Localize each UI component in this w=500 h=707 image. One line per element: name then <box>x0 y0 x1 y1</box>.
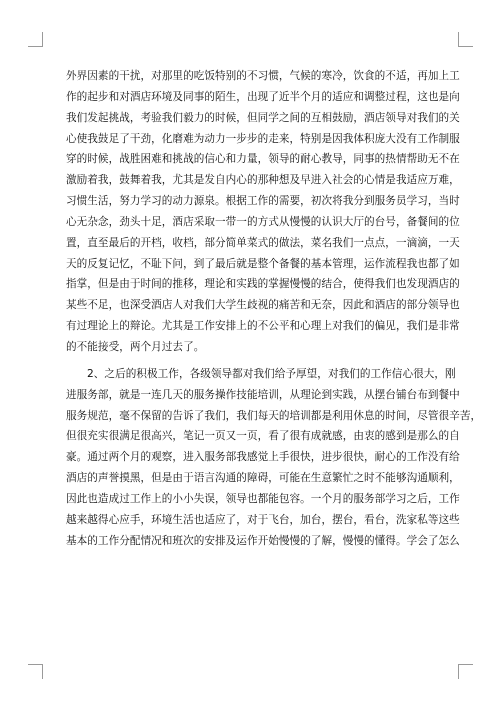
text-line: 置，直至最后的开档，收档，部分简单菜式的做法，菜名我们一点点，一滴滴，一天 <box>66 236 460 249</box>
text-line: 越来越得心应手，环境生活也适应了，对于飞台，加台，摆台，看台，洗家私等这些 <box>66 513 460 526</box>
text-line: 作的起步和对酒店环境及同事的陌生，出现了近半个月的适应和调整过程，这也是向 <box>66 90 460 103</box>
text-line: 因此也造成过工作上的小小失误，领导也都能包容。一个月的服务部学习之后，工作 <box>66 492 460 505</box>
text-line: 习惯生活，努力学习的动力源泉。根据工作的需要，初次将我分到服务员学习，当时 <box>66 195 460 208</box>
text-line: 酒店的声誉摸黑，但是由于语言沟通的障碍，可能在生意繁忙之时不能够沟通顺利， <box>66 472 460 485</box>
text-line: 穿的时候，战胜困难和挑战的信心和力量，领导的耐心教导，同事的热情帮助无不在 <box>66 153 460 166</box>
text-line: 豪。通过两个月的观察，进入服务部我感觉上手很快，进步很快，耐心的工作没有给 <box>66 451 460 464</box>
text-line: 2、之后的积极工作，各级领导都对我们给予厚望，对我们的工作信心很大，刚 <box>87 367 456 380</box>
text-line: 但很充实很满足很高兴，笔记一页又一页，看了很有成就感，由衷的感到是那么的自 <box>66 430 460 443</box>
paragraph-1 <box>66 66 460 358</box>
text-line: 进服务部，就是一连几天的服务操作技能培训，从理论到实践，从摆台铺台布到餐中 <box>66 388 460 401</box>
text-line: 基本的工作分配情况和班次的安排及运作开始慢慢的了解，慢慢的懂得。学会了怎么 <box>66 534 460 547</box>
text-line: 天的反复记忆，不耻下问，到了最后就是整个备餐的基本管理，运作流程我也都了如 <box>66 257 460 270</box>
text-line: 某些不足，也深受酒店人对我们大学生歧视的痛苦和无奈，因此和酒店的部分领导也 <box>66 299 460 312</box>
document-body <box>66 66 482 551</box>
text-line: 我们发起挑战，考验我们毅力的时候，但同学之间的互相鼓励，酒店领导对我们的关 <box>66 111 460 124</box>
text-line: 有过理论上的辩论。尤其是工作安排上的不公平和心理上对我们的偏见，我们是非常 <box>66 320 460 333</box>
text-line: 心无杂念，劲头十足，酒店采取一带一的方式从慢慢的认识大厅的台号，备餐间的位 <box>66 215 460 228</box>
text-line: 外界因素的干扰，对那里的吃饭特别的不习惯，气候的寒冷，饮食的不适，再加上工 <box>66 70 460 82</box>
crop-mark-bottom-right <box>458 664 473 679</box>
text-line: 激励着我，鼓舞着我，尤其是发自内心的那种想及早进入社会的心情是我适应万难， <box>66 174 460 187</box>
crop-mark-top-right <box>458 32 473 47</box>
text-line: 服务规范，毫不保留的告诉了我们，我们每天的培训都是利用休息的时间，尽管很辛苦， <box>66 409 482 422</box>
text-line: 指掌，但是由于时间的推移，理论和实践的掌握慢慢的结合，使得我们也发现酒店的 <box>66 278 460 291</box>
text-line: 心使我鼓足了干劲，化磨难为动力一步步的走来，特别是因我体积庞大没有工作制服 <box>66 132 460 145</box>
crop-mark-top-left <box>28 32 43 47</box>
text-line: 的不能接受，两个月过去了。 <box>66 340 205 353</box>
paragraph-2 <box>66 364 482 552</box>
crop-mark-bottom-left <box>28 664 43 679</box>
